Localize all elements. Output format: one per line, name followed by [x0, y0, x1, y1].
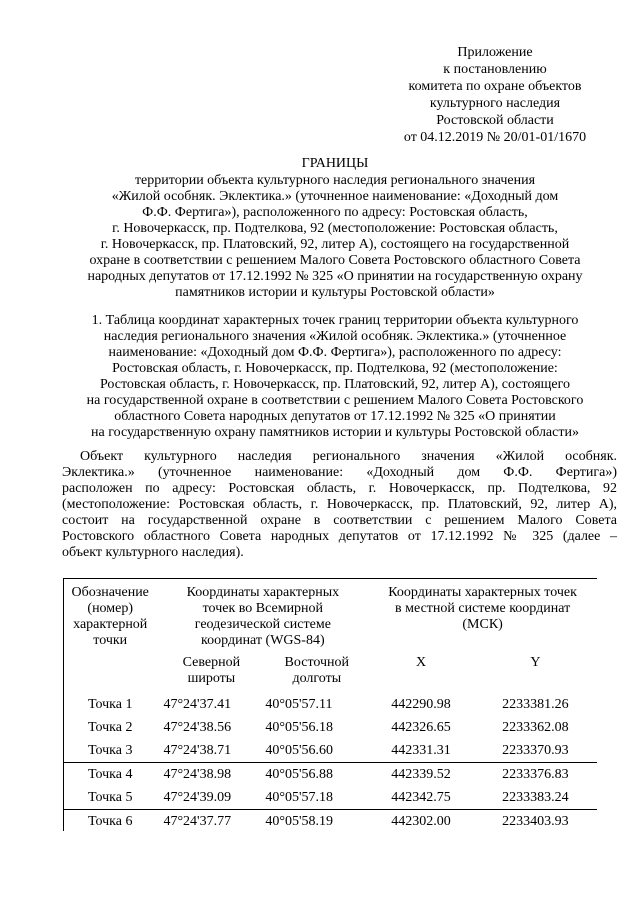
heading-line: территории объекта культурного наследия регионального значения: [134, 173, 536, 188]
heading-line: охране в соответствии с решением Малого Совета Ростовского областного Совета: [89, 253, 581, 268]
point-lon: 40°05'56.88: [265, 763, 368, 787]
caption-line: наименование: «Доходный дом Ф.Ф. Фертига»), расположенного по адресу:: [108, 345, 562, 360]
appendix-line: комитета по охране объектов: [408, 79, 582, 94]
appendix-line: культурного наследия: [429, 96, 561, 111]
point-name: Точка 1: [87, 696, 133, 712]
point-y: 2233403.93: [474, 810, 597, 834]
table-row: [63, 763, 597, 787]
point-name: Точка 3: [87, 742, 133, 758]
point-y: 2233381.26: [502, 696, 569, 712]
paragraph-line: (местоположение: Ростовская область, г. Новочеркасск, пр. Платовский, 92, литер А),: [62, 497, 617, 512]
point-lat: 47°24'38.71: [163, 742, 232, 758]
appendix-line: Ростовской области: [436, 113, 554, 128]
point-x: 442290.98: [391, 696, 451, 712]
paragraph-line: Эклектика.» (уточненное наименование: «Доходный дом Ф.Ф. Фертига»): [62, 465, 617, 480]
subheader-east-lon: Восточной долготы: [284, 655, 350, 686]
caption-line: 1. Таблица координат характерных точек границ территории объекта культурного: [91, 313, 579, 328]
subheader-north-lat: Северной широты: [182, 655, 241, 686]
point-x: 442331.31: [391, 742, 451, 758]
table-row: [63, 716, 597, 739]
paragraph-line: Объект культурного наследия регионального значения «Жилой особняк.: [80, 449, 617, 464]
point-y: 2233383.24: [502, 789, 569, 805]
point-lon: 40°05'57.11: [265, 696, 333, 712]
heading-line: Ф.Ф. Фертига»), расположенного по адресу: Ростовская область,: [142, 205, 528, 220]
table-caption: [40, 313, 630, 441]
point-lat: 47°24'39.09: [163, 789, 232, 805]
table-row: [63, 786, 597, 810]
object-description: [62, 449, 617, 561]
subheader-x: X: [415, 655, 427, 670]
point-lon: 40°05'57.18: [265, 789, 333, 805]
point-x: 442302.00: [368, 810, 474, 834]
point-name: Точка 4: [63, 763, 157, 787]
paragraph-line: состоит на государственной охране в соответствии с решением Малого Совета: [62, 513, 617, 528]
subheader-y: Y: [530, 655, 541, 670]
caption-line: Ростовская область, г. Новочеркасск, пр. Платовский, 92, литер А), состоящего: [99, 377, 571, 392]
coordinates-table: [63, 578, 597, 833]
table-row: [63, 693, 597, 716]
appendix-line: Приложение: [457, 45, 533, 60]
table-row: [63, 739, 597, 763]
paragraph-line: объект культурного наследия).: [62, 545, 244, 560]
caption-line: наследия регионального значения «Жилой особняк. Эклектика.» (уточненное: [103, 329, 567, 344]
point-lon: 40°05'56.18: [265, 719, 333, 735]
point-y: 2233362.08: [502, 719, 569, 735]
caption-line: на государственную охрану памятников истории и культуры Ростовской области»: [91, 425, 579, 440]
point-lat: 47°24'37.77: [157, 810, 265, 834]
point-x: 442339.52: [368, 763, 474, 787]
point-lon: 40°05'58.19: [265, 810, 368, 834]
point-lat: 47°24'38.98: [157, 763, 265, 787]
paragraph-line: Ростовского областного Совета народных депутатов от 17.12.1992 № 325 (далее –: [62, 529, 617, 544]
appendix-block: [360, 44, 630, 146]
heading-line: «Жилой особняк. Эклектика.» (уточненное наименование: «Доходный дом: [111, 189, 559, 204]
caption-line: областного Совета народных депутатов от 17.12.1992 № 325 «О принятии: [114, 409, 556, 424]
paragraph-line: расположен по адресу: Ростовская область, г. Новочеркасск, пр. Подтелкова, 92: [62, 481, 617, 496]
table-subheader-row: [63, 649, 597, 693]
header-wgs84: Координаты характерных точек во Всемирной геодезической системе координат (WGS-84): [157, 579, 368, 650]
point-x: 442326.65: [391, 719, 451, 735]
document-title: ГРАНИЦЫ: [301, 156, 369, 171]
point-y: 2233370.93: [502, 742, 569, 758]
heading-line: г. Новочеркасск, пр. Подтелкова, 92 (местоположение: Ростовская область,: [112, 221, 558, 236]
caption-line: Ростовская область, г. Новочеркасск, пр. Подтелкова, 92 (местоположение:: [112, 361, 558, 376]
table-header-row: [63, 579, 597, 650]
point-lon: 40°05'56.60: [265, 742, 333, 758]
point-name: Точка 5: [87, 789, 133, 805]
heading-line: народных депутатов от 17.12.1992 № 325 «О принятии на государственную охрану: [87, 269, 583, 284]
header-point-id: Обозначение (номер) характерной точки: [63, 579, 157, 650]
heading-line: памятников истории и культуры Ростовской области»: [175, 285, 495, 300]
point-name: Точка 2: [87, 719, 133, 735]
point-name: Точка 6: [63, 810, 157, 834]
table-row: [63, 810, 597, 834]
point-y: 2233376.83: [474, 763, 597, 787]
caption-line: на государственной охране в соответствии с решением Малого Совета Ростовского: [86, 393, 584, 408]
appendix-line: к постановлению: [443, 62, 547, 77]
header-msk: Координаты характерных точек в местной системе координат (МСК): [368, 579, 597, 650]
heading-line: г. Новочеркасск, пр. Платовский, 92, литер А), состоящего на государственной: [100, 237, 570, 252]
point-x: 442342.75: [391, 789, 451, 805]
point-lat: 47°24'37.41: [163, 696, 232, 712]
appendix-line: от 04.12.2019 № 20/01-01/1670: [403, 130, 587, 145]
document-heading: [40, 156, 630, 301]
point-lat: 47°24'38.56: [163, 719, 232, 735]
